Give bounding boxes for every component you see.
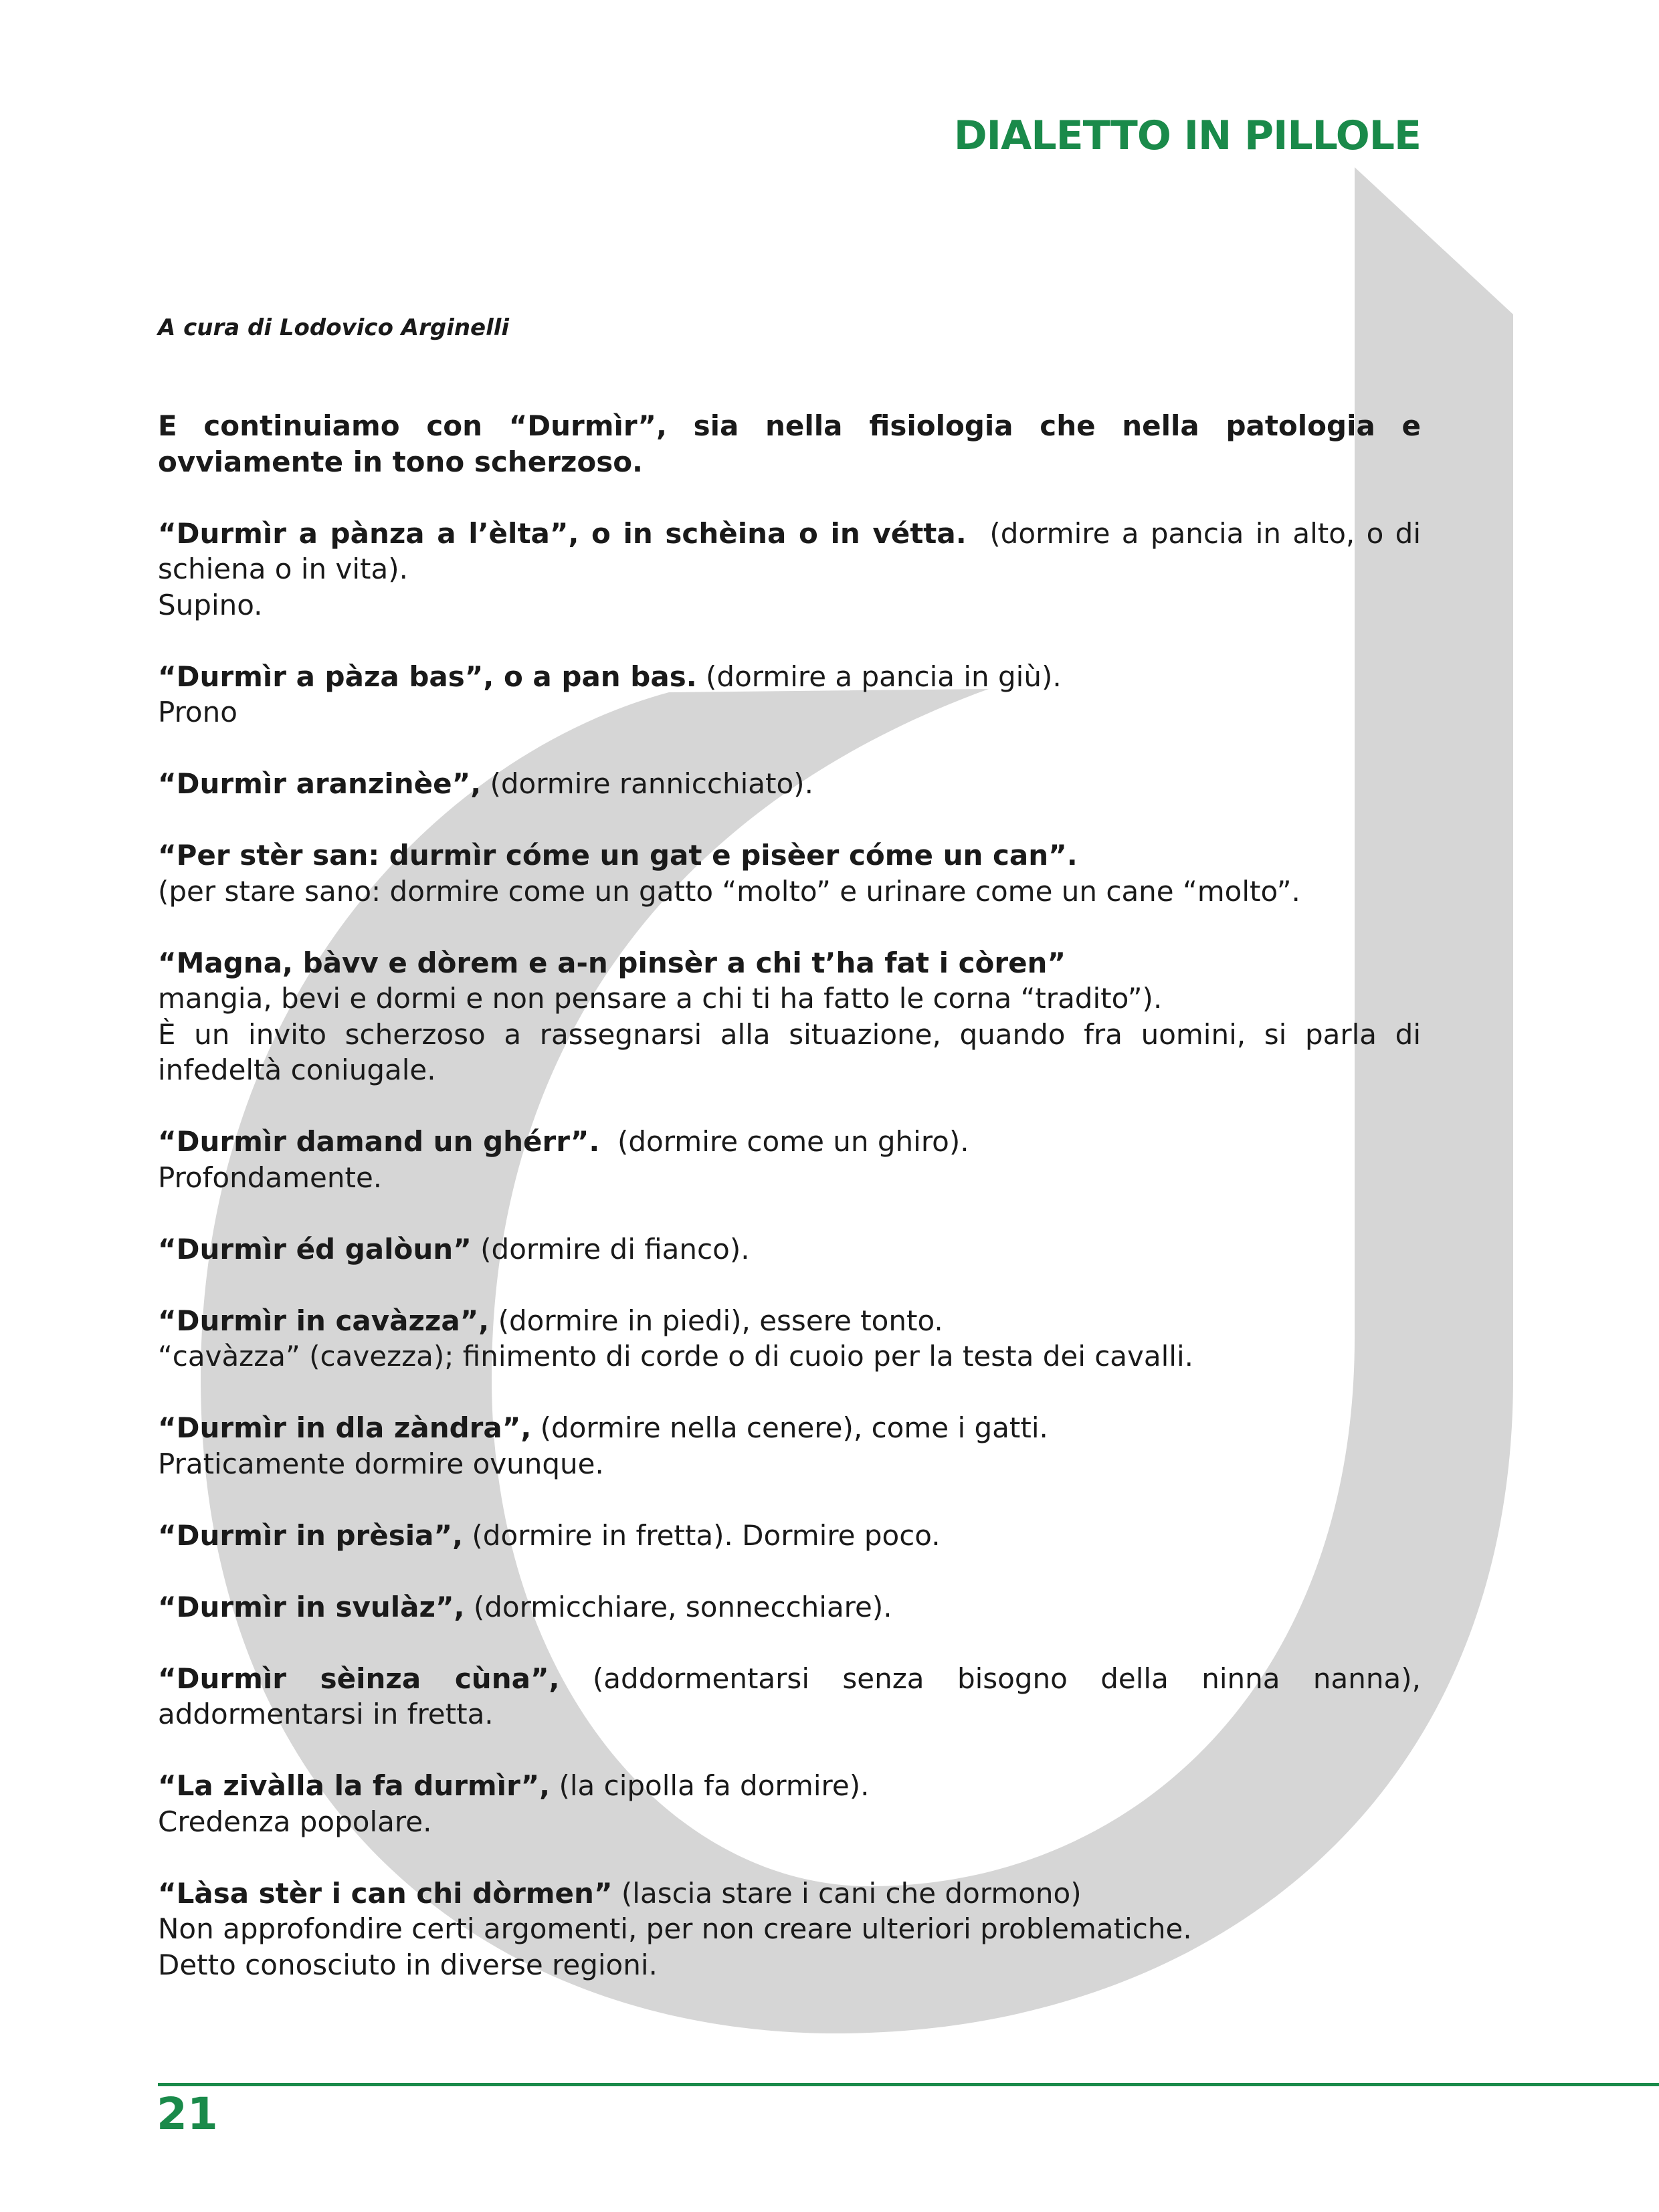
list-item (158, 1768, 1421, 1839)
entry-term: “Durmìr in svulàz”, (158, 1590, 465, 1623)
entry-line (158, 1231, 1421, 1268)
entry-line (158, 1518, 1421, 1554)
entry-translation: (dormicchiare, sonnecchiare). (464, 1590, 892, 1623)
list-item (158, 1124, 1421, 1195)
list-item (158, 659, 1421, 730)
article-body (158, 408, 1430, 2019)
list-item (158, 766, 1421, 802)
entry-term: “Làsa stèr i can chi dòrmen” (158, 1876, 613, 1910)
entry-line (158, 516, 1430, 587)
entry-translation: (dormire a pancia in giù). (696, 660, 1062, 693)
page-number: 21 (157, 2088, 218, 2140)
entries-list (158, 516, 1430, 1983)
entry-term: “Durmìr a pàza bas”, o a pan bas. (158, 660, 697, 693)
entry-note: Prono (158, 696, 237, 728)
entry-term: “Magna, bàvv e dòrem e a-n pinsèr a chi t’ha fat i còren” (158, 946, 1066, 979)
list-item (158, 1876, 1421, 1983)
entry-translation: (dormire come un ghiro). (599, 1125, 969, 1158)
entry-translation: (addormentarsi senza bisogno della ninna nanna), addormentarsi in fretta. (158, 1662, 1430, 1730)
list-item (158, 1661, 1430, 1732)
entry-line (158, 1768, 1421, 1804)
list-item (158, 837, 1421, 909)
entry-term: “Durmìr damand un ghérr”. (158, 1125, 600, 1158)
entry-line (158, 1124, 1421, 1160)
entry-note: Supino. (158, 588, 263, 621)
entry-note: Non approfondire certi argomenti, per non creare ulteriori problematiche. (158, 1912, 1192, 1945)
entry-translation: (dormire nella cenere), come i gatti. (531, 1411, 1048, 1444)
entry-term: “Durmìr a pànza a l’èlta”, o in schèina o in vétta. (158, 516, 967, 550)
entry-line (158, 1589, 1421, 1625)
list-item (158, 1518, 1421, 1554)
entry-translation: (dormire in fretta). Dormire poco. (463, 1518, 941, 1552)
entry-note: mangia, bevi e dormi e non pensare a chi ti ha fatto le corna “tradito”). (158, 982, 1163, 1015)
entry-note: Detto conosciuto in diverse regioni. (158, 1948, 658, 1981)
intro-paragraph: E continuiamo con “Durmìr”, sia nella fisiologia che nella patologia e ovviamente in tono scherzoso. (158, 409, 1421, 478)
entry-note: “cavàzza” (cavezza); finimento di corde o di cuoio per la testa dei cavalli. (158, 1340, 1193, 1373)
entry-line (158, 659, 1421, 695)
list-item (158, 945, 1421, 1088)
list-item (158, 1303, 1421, 1375)
entry-line (158, 1661, 1430, 1732)
list-item (158, 1410, 1421, 1482)
entry-translation: (dormire in piedi), essere tonto. (489, 1304, 943, 1337)
entry-line (158, 945, 1421, 981)
entry-term: “Durmìr éd galòun” (158, 1232, 472, 1266)
list-item (158, 516, 1430, 623)
entry-note: Praticamente dormire ovunque. (158, 1447, 604, 1480)
entry-translation: (la cipolla fa dormire). (550, 1769, 870, 1802)
page-header-title: DIALETTO IN PILLOLE (953, 112, 1421, 159)
entry-line (158, 1303, 1421, 1339)
entry-term: “Per stèr san: durmìr cóme un gat e pisèer cóme un can”. (158, 839, 1078, 872)
footer-rule (158, 2083, 1659, 2086)
entry-note: Profondamente. (158, 1161, 383, 1194)
entry-term: “Durmìr in prèsia”, (158, 1518, 464, 1552)
entry-line (158, 766, 1421, 802)
entry-term: “La zivàlla la fa durmìr”, (158, 1769, 551, 1802)
entry-translation: (dormire di fianco). (471, 1232, 750, 1266)
entry-note: (per stare sano: dormire come un gatto “molto” e urinare come un cane “molto”. (158, 874, 1300, 908)
entry-line (158, 1410, 1421, 1446)
list-item (158, 1231, 1421, 1268)
entry-line (158, 1876, 1421, 1912)
entry-term: “Durmìr sèinza cùna”, (158, 1662, 560, 1695)
entry-term: “Durmìr in dla zàndra”, (158, 1411, 532, 1444)
entry-translation: (lascia stare i cani che dormono) (612, 1876, 1082, 1910)
list-item (158, 1589, 1421, 1625)
entry-translation: (dormire rannicchiato). (481, 767, 813, 800)
entry-translation: (dormire a pancia in alto, o di schiena o in vita). (158, 516, 1430, 585)
entry-line (158, 837, 1421, 874)
entry-note: È un invito scherzoso a rassegnarsi alla situazione, quando fra uomini, si parla di infedeltà coniugale. (158, 1017, 1421, 1086)
byline: A cura di Lodovico Arginelli (158, 314, 510, 341)
entry-note: Credenza popolare. (158, 1805, 432, 1838)
entry-term: “Durmìr aranzinèe”, (158, 767, 482, 800)
entry-term: “Durmìr in cavàzza”, (158, 1304, 490, 1337)
